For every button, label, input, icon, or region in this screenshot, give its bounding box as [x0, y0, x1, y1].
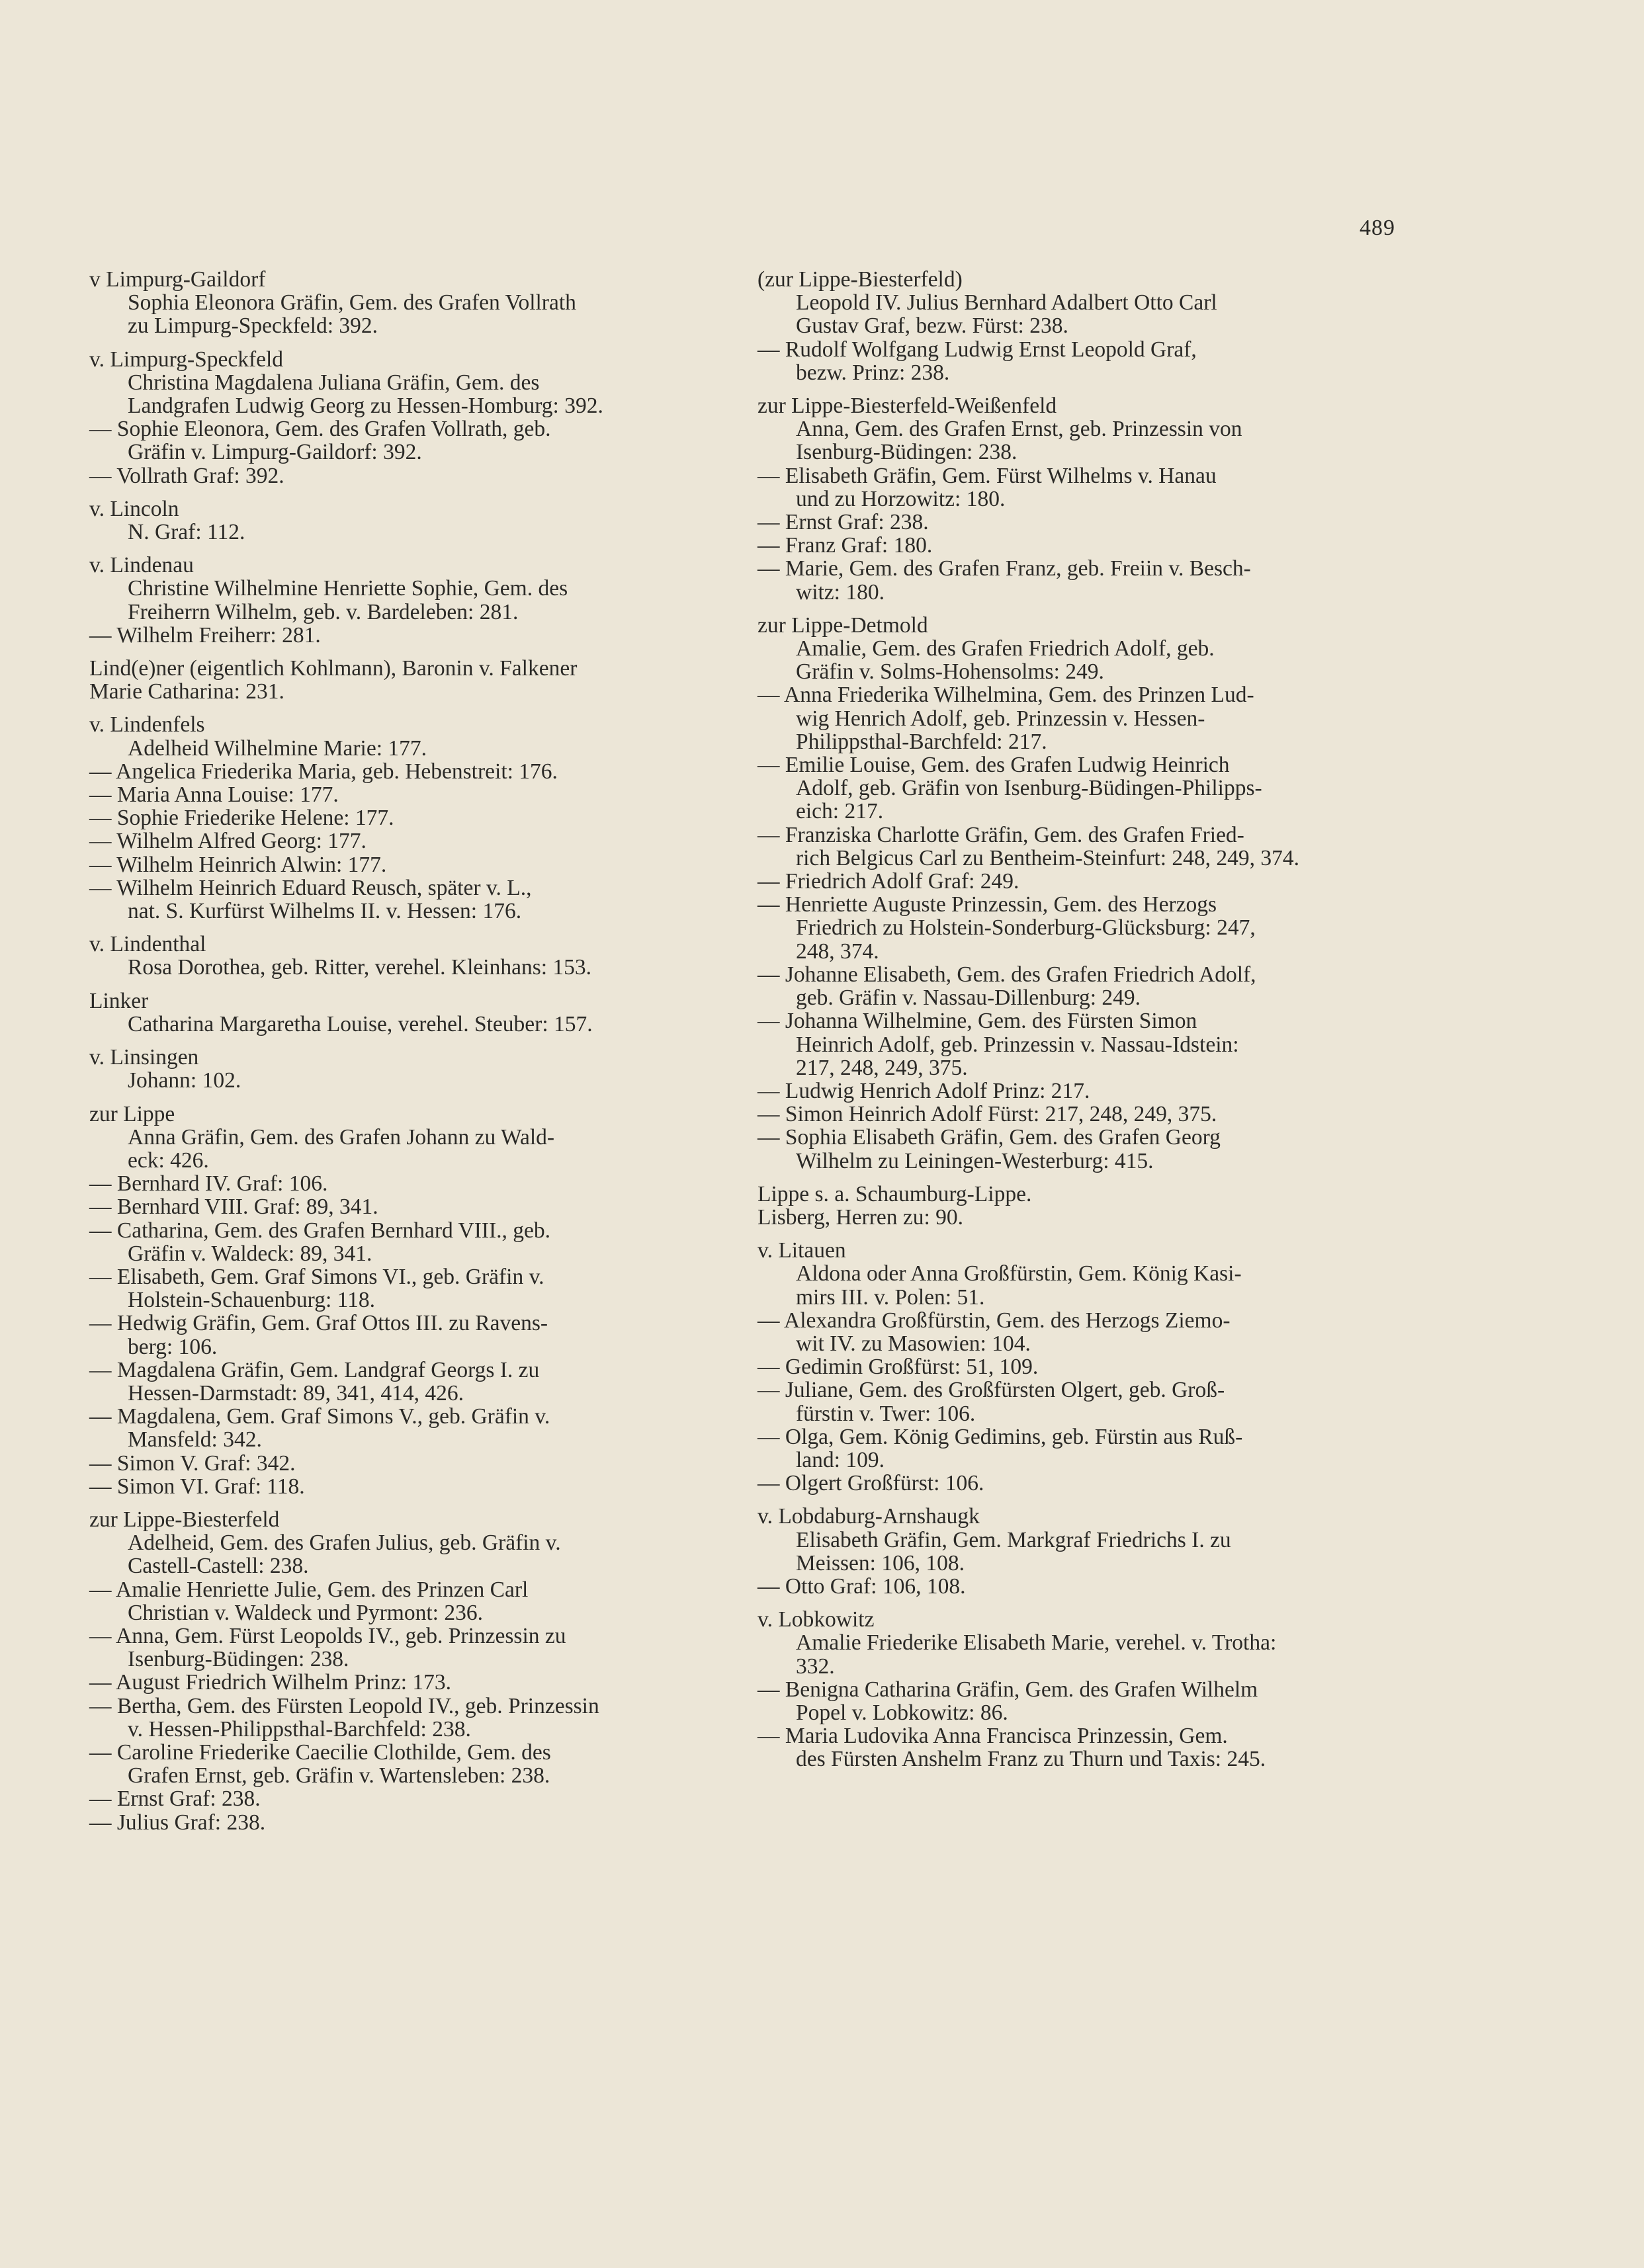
entry-line: — Ernst Graf: 238.: [89, 1786, 261, 1812]
entry-line: Leopold IV. Julius Bernhard Adalbert Otto Carl: [796, 290, 1217, 315]
entry-line: Anna Gräfin, Gem. des Grafen Johann zu Wald-: [128, 1124, 555, 1150]
entry-line: — Marie, Gem. des Grafen Franz, geb. Freiin v. Besch-: [757, 556, 1251, 581]
entry-line: — Bernhard VIII. Graf: 89, 341.: [89, 1195, 378, 1220]
entry-line: — Amalie Henriette Julie, Gem. des Prinzen Carl: [89, 1577, 529, 1602]
entry-line: land: 109.: [796, 1447, 885, 1472]
entry-line: — Olgert Großfürst: 106.: [757, 1471, 984, 1496]
entry-line: v. Hessen-Philippsthal-Barchfeld: 238.: [128, 1716, 471, 1742]
entry-line: wig Henrich Adolf, geb. Prinzessin v. Hessen-: [796, 706, 1205, 731]
entry-line: 332.: [796, 1654, 835, 1679]
entry-line: — Angelica Friederika Maria, geb. Hebenstreit: 176.: [89, 759, 558, 784]
entry-heading: Linker: [89, 988, 149, 1013]
index-entry: [757, 1608, 1396, 1771]
entry-heading: zur Lippe-Biesterfeld: [89, 1507, 280, 1532]
entry-line: Aldona oder Anna Großfürstin, Gem. König Kasi-: [796, 1261, 1242, 1286]
entry-heading: zur Lippe-Biesterfeld-Weißenfeld: [757, 394, 1057, 419]
entry-line: — Franziska Charlotte Gräfin, Gem. des Grafen Fried-: [757, 822, 1244, 847]
entry-line: — Simon Heinrich Adolf Fürst: 217, 248, 249, 375.: [757, 1102, 1217, 1127]
entry-line: — Ludwig Henrich Adolf Prinz: 217.: [757, 1078, 1090, 1103]
index-entry: [89, 348, 724, 487]
entry-line: Christine Wilhelmine Henriette Sophie, Gem. des: [128, 576, 568, 601]
entry-heading: zur Lippe: [89, 1101, 175, 1126]
entry-line: Friedrich zu Holstein-Sonderburg-Glücksburg: 247,: [796, 915, 1256, 941]
entry-heading: Lind(e)ner (eigentlich Kohlmann), Baronin v. Falkener: [89, 656, 578, 681]
entry-line: berg: 106.: [128, 1334, 218, 1359]
index-entry: [89, 1046, 724, 1092]
index-entry: [89, 1103, 724, 1498]
entry-line: Freiherrn Wilhelm, geb. v. Bardeleben: 281.: [128, 599, 519, 624]
entry-line: Sophia Eleonora Gräfin, Gem. des Grafen Vollrath: [128, 290, 576, 315]
right-column: [757, 268, 1396, 1781]
entry-line: nat. S. Kurfürst Wilhelms II. v. Hessen: 176.: [128, 899, 522, 924]
entry-heading: v. Linsingen: [89, 1045, 199, 1070]
entry-heading: v. Limpurg-Speckfeld: [89, 347, 284, 372]
entry-line: Lisberg, Herren zu: 90.: [757, 1204, 964, 1230]
entry-line: Christina Magdalena Juliana Gräfin, Gem. des: [128, 370, 540, 395]
entry-line: Gräfin v. Limpurg-Gaildorf: 392.: [128, 440, 422, 465]
entry-line: — Benigna Catharina Gräfin, Gem. des Grafen Wilhelm: [757, 1677, 1258, 1702]
entry-line: Marie Catharina: 231.: [89, 679, 284, 704]
entry-line: mirs III. v. Polen: 51.: [796, 1284, 985, 1310]
entry-line: Holstein-Schauenburg: 118.: [128, 1288, 376, 1313]
entry-line: — Johanne Elisabeth, Gem. des Grafen Friedrich Adolf,: [757, 962, 1256, 987]
entry-line: 248, 374.: [796, 939, 879, 964]
page-number: 489: [1360, 216, 1395, 240]
entry-line: Wilhelm zu Leiningen-Westerburg: 415.: [796, 1148, 1154, 1173]
entry-line: Popel v. Lobkowitz: 86.: [796, 1700, 1008, 1725]
entry-line: Philippsthal-Barchfeld: 217.: [796, 729, 1047, 754]
entry-line: Castell-Castell: 238.: [128, 1554, 309, 1579]
entry-heading: v. Lindenfels: [89, 712, 205, 737]
entry-line: Grafen Ernst, geb. Gräfin v. Wartensleben: 238.: [128, 1763, 550, 1788]
entry-line: Adolf, geb. Gräfin von Isenburg-Büdingen-Philipps-: [796, 776, 1262, 801]
entry-line: Adelheid Wilhelmine Marie: 177.: [128, 735, 427, 761]
entry-line: — Anna, Gem. Fürst Leopolds IV., geb. Prinzessin zu: [89, 1623, 566, 1648]
entry-line: — Maria Ludovika Anna Francisca Prinzessin, Gem.: [757, 1724, 1228, 1749]
entry-line: Adelheid, Gem. des Grafen Julius, geb. Gräfin v.: [128, 1531, 561, 1556]
entry-line: Landgrafen Ludwig Georg zu Hessen-Homburg: 392.: [128, 394, 603, 419]
entry-line: — Bernhard IV. Graf: 106.: [89, 1171, 328, 1197]
index-entry: [757, 268, 1396, 384]
entry-line: Gustav Graf, bezw. Fürst: 238.: [796, 314, 1068, 339]
entry-line: Gräfin v. Solms-Hohensolms: 249.: [796, 659, 1104, 685]
entry-line: — Elisabeth, Gem. Graf Simons VI., geb. Gräfin v.: [89, 1264, 544, 1289]
entry-line: — Elisabeth Gräfin, Gem. Fürst Wilhelms v. Hanau: [757, 463, 1217, 488]
entry-line: Mansfeld: 342.: [128, 1427, 262, 1452]
entry-heading: v. Lindenthal: [89, 932, 206, 957]
entry-line: eich: 217.: [796, 799, 884, 824]
entry-line: bezw. Prinz: 238.: [796, 360, 950, 385]
entry-line: geb. Gräfin v. Nassau-Dillenburg: 249.: [796, 986, 1141, 1011]
left-column: [89, 268, 724, 1844]
entry-heading: Lippe s. a. Schaumburg-Lippe.: [757, 1181, 1032, 1206]
entry-line: — Sophie Eleonora, Gem. des Grafen Vollrath, geb.: [89, 417, 551, 442]
entry-line: Catharina Margaretha Louise, verehel. Steuber: 157.: [128, 1011, 593, 1036]
entry-line: — Gedimin Großfürst: 51, 109.: [757, 1355, 1039, 1380]
entry-line: — Maria Anna Louise: 177.: [89, 782, 339, 808]
entry-line: — Magdalena, Gem. Graf Simons V., geb. Gräfin v.: [89, 1404, 550, 1429]
entry-line: Heinrich Adolf, geb. Prinzessin v. Nassau-Idstein:: [796, 1032, 1239, 1057]
entry-line: — August Friedrich Wilhelm Prinz: 173.: [89, 1670, 452, 1695]
entry-line: — Franz Graf: 180.: [757, 533, 933, 558]
entry-line: — Olga, Gem. König Gedimins, geb. Fürstin aus Ruß-: [757, 1424, 1243, 1449]
entry-heading: v. Lobdaburg-Arnshaugk: [757, 1504, 980, 1529]
entry-heading: v. Litauen: [757, 1238, 846, 1263]
index-entry: [757, 394, 1396, 604]
entry-line: Amalie, Gem. des Grafen Friedrich Adolf, geb.: [796, 636, 1215, 661]
entry-line: Elisabeth Gräfin, Gem. Markgraf Friedrichs I. zu: [796, 1527, 1231, 1552]
entry-heading: v. Lobkowitz: [757, 1607, 875, 1632]
entry-line: — Otto Graf: 106, 108.: [757, 1574, 966, 1599]
entry-line: — Sophia Elisabeth Gräfin, Gem. des Grafen Georg: [757, 1125, 1221, 1150]
entry-line: — Johanna Wilhelmine, Gem. des Fürsten Simon: [757, 1009, 1197, 1034]
entry-line: — Wilhelm Alfred Georg: 177.: [89, 829, 367, 854]
entry-line: zu Limpurg-Speckfeld: 392.: [128, 314, 378, 339]
entry-line: Gräfin v. Waldeck: 89, 341.: [128, 1241, 372, 1266]
entry-line: — Alexandra Großfürstin, Gem. des Herzogs Ziemo-: [757, 1308, 1231, 1333]
index-entry: [757, 1505, 1396, 1598]
entry-line: — Friedrich Adolf Graf: 249.: [757, 869, 1019, 894]
entry-line: — Catharina, Gem. des Grafen Bernhard VIII., geb.: [89, 1218, 551, 1243]
index-entry: [89, 713, 724, 923]
index-entry: [757, 1239, 1396, 1495]
entry-line: Meissen: 106, 108.: [796, 1550, 965, 1575]
entry-line: 217, 248, 249, 375.: [796, 1055, 968, 1080]
entry-line: — Juliane, Gem. des Großfürsten Olgert, geb. Groß-: [757, 1378, 1225, 1403]
entry-line: rich Belgicus Carl zu Bentheim-Steinfurt: 248, 249, 374.: [796, 845, 1300, 870]
entry-heading: v. Lindenau: [89, 553, 194, 578]
entry-line: des Fürsten Anshelm Franz zu Thurn und Taxis: 245.: [796, 1747, 1266, 1772]
index-entry: [89, 554, 724, 647]
entry-line: Johann: 102.: [128, 1068, 241, 1093]
entry-line: — Wilhelm Heinrich Alwin: 177.: [89, 852, 387, 877]
entry-line: — Simon V. Graf: 342.: [89, 1450, 296, 1476]
entry-line: Amalie Friederike Elisabeth Marie, verehel. v. Trotha:: [796, 1630, 1277, 1656]
entry-line: und zu Horzowitz: 180.: [796, 486, 1006, 511]
entry-line: — Wilhelm Heinrich Eduard Reusch, später v. L.,: [89, 875, 532, 900]
index-entry: [89, 497, 724, 544]
entry-line: Isenburg-Büdingen: 238.: [796, 440, 1017, 465]
entry-line: wit IV. zu Masowien: 104.: [796, 1331, 1031, 1356]
entry-line: Isenburg-Büdingen: 238.: [128, 1647, 349, 1672]
entry-line: — Hedwig Gräfin, Gem. Graf Ottos III. zu Ravens-: [89, 1311, 548, 1336]
entry-line: — Henriette Auguste Prinzessin, Gem. des Herzogs: [757, 892, 1217, 917]
entry-line: witz: 180.: [796, 579, 885, 605]
entry-line: — Emilie Louise, Gem. des Grafen Ludwig Heinrich: [757, 753, 1230, 778]
index-entry: [89, 268, 724, 338]
entry-line: — Julius Graf: 238.: [89, 1810, 266, 1835]
entry-line: — Anna Friederika Wilhelmina, Gem. des Prinzen Lud-: [757, 683, 1254, 708]
index-entry: [89, 933, 724, 979]
index-entry: [757, 1183, 1396, 1229]
entry-heading: (zur Lippe-Biesterfeld): [757, 267, 963, 292]
entry-heading: zur Lippe-Detmold: [757, 612, 928, 638]
index-entry: [757, 614, 1396, 1173]
entry-line: eck: 426.: [128, 1148, 209, 1173]
entry-line: — Bertha, Gem. des Fürsten Leopold IV., geb. Prinzessin: [89, 1693, 599, 1718]
entry-line: — Magdalena Gräfin, Gem. Landgraf Georgs I. zu: [89, 1357, 540, 1382]
entry-line: fürstin v. Twer: 106.: [796, 1401, 976, 1426]
entry-line: Christian v. Waldeck und Pyrmont: 236.: [128, 1600, 483, 1625]
entry-heading: v. Lincoln: [89, 496, 179, 521]
entry-line: — Wilhelm Freiherr: 281.: [89, 622, 321, 648]
index-entry: [89, 1508, 724, 1834]
index-entry: [89, 989, 724, 1036]
entry-heading: v Limpurg-Gaildorf: [89, 267, 266, 292]
entry-line: Rosa Dorothea, geb. Ritter, verehel. Kleinhans: 153.: [128, 955, 592, 980]
entry-line: — Sophie Friederike Helene: 177.: [89, 806, 394, 831]
entry-line: N. Graf: 112.: [128, 520, 245, 545]
entry-line: Hessen-Darmstadt: 89, 341, 414, 426.: [128, 1380, 464, 1406]
entry-line: — Caroline Friederike Caecilie Clothilde, Gem. des: [89, 1740, 551, 1765]
entry-line: — Rudolf Wolfgang Ludwig Ernst Leopold Graf,: [757, 337, 1197, 362]
entry-line: — Ernst Graf: 238.: [757, 510, 929, 535]
entry-line: — Simon VI. Graf: 118.: [89, 1474, 305, 1499]
entry-line: Anna, Gem. des Grafen Ernst, geb. Prinzessin von: [796, 417, 1242, 442]
entry-line: — Vollrath Graf: 392.: [89, 463, 284, 488]
index-entry: [89, 657, 724, 703]
